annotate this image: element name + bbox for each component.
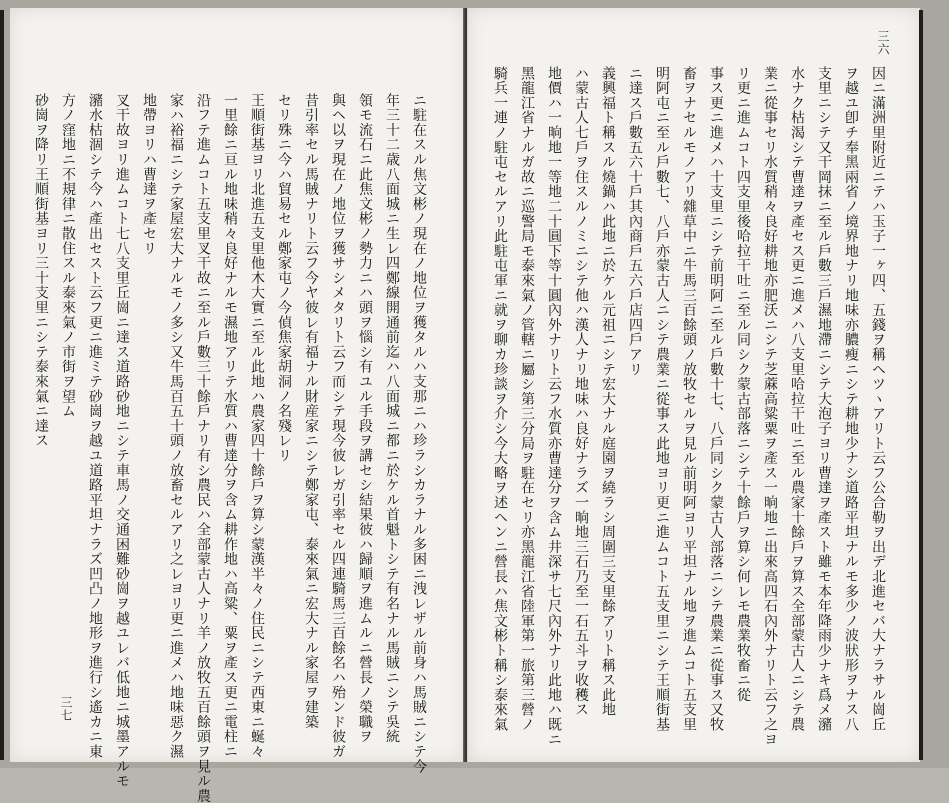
text-column: 義興福ト稱スル燒鍋ハ此地ニ於ケル元祖ニシテ宏大ナル庭園ヲ繞ラシ周圍三支里餘アリト稱ス此地 xyxy=(600,66,616,718)
text-column: 一里餘ニ亘ル地味稍々良好ナルモ濕地アリテ水質ハ曹達分ヲ含ム耕作地ハ高粱、粟ヲ產ス更ニ電柱ニ xyxy=(222,93,238,759)
scan-edge-left xyxy=(0,10,4,760)
text-column: 水ナク枯渴シテ曹達ヲ產セス更ニ進メハ八支里哈拉干吐ニ至ル農家十餘戶ヲ算ス全部蒙古人ニシテ農 xyxy=(789,66,805,732)
text-column: ヲ越ユ卽チ奉黑兩省ノ境界地ナリ地味亦膿瘦ニシテ耕地少ナシ道路平坦ナルモ多少ノ波狀形ヲナス八 xyxy=(843,66,859,732)
text-column: ハ蒙古人七戶ヲ住スルノミニシテ他ハ漢人ナリ地味ハ良好ナラズ一晌地三石乃至一石五斗ヲ收穫ス xyxy=(573,66,589,718)
text-column: 瀦水枯涸シテ今ハ產出セスト云フ更ニ進ミテ砂崗ヲ越ユ道路平坦ナラズ凹凸ノ地形ヲ進行シ遙カニ東 xyxy=(87,93,103,759)
text-column: 黑龍江省ナルガ故ニ巡警局モ泰來氣ノ管轄ニ屬シ第三分局ヲ駐在セリ亦黑龍江省陸軍第一旅第三營ノ xyxy=(519,66,535,732)
scan-edge-right xyxy=(919,10,923,760)
text-column: 因ニ滿洲里附近ニテハ玉子一ヶ四、五錢ヲ稱ヘツヽアリト云フ公合勒ヲ出デ北進セバ大ナラサル崗丘 xyxy=(870,66,886,732)
text-column: 年三十二歳八面城ニ生レ四鄭線開通前迄ハ八面城ニ都ニ於ケル首魁トシテ有名ナル馬賊ニシテ吳統 xyxy=(384,93,400,745)
text-column: 支里ニシテ又干岡抹ニ至ル戶數三戶濕地滯ニシテ大泡子ヨリ曹達ヲ產スト雖モ本年降雨少ナキ爲メ瀦 xyxy=(816,66,832,732)
left-page xyxy=(10,8,466,803)
right-page xyxy=(467,8,920,762)
text-column: 地價ハ一晌地一等地二十圓下等十圓內外ナリト云フ水質亦曹達分ヲ含ム井深サ七尺內外ナリ此地ハ既ニ xyxy=(546,66,562,747)
text-column: 明阿屯ニ至ル戶數七、八戶亦蒙古人ニシテ農業ニ從事ス此地ヨリ更ニ進ムコト五支里ニシテ王順街基 xyxy=(654,66,670,732)
text-column: 昔引率セル馬賊ナリト云フ今ヤ彼レ有福ナル財産家ニシテ鄭家屯、泰來氣ニ宏大ナル家屋ヲ建築 xyxy=(303,93,319,730)
text-column: 砂崗ヲ降リ王順街基ヨリ三十支里ニシテ泰來氣ニ達ス xyxy=(33,93,49,449)
text-column: 叉干故ヨリ進ムコト七八支里丘崗ニ達ス道路砂地ニシテ車馬ノ交通困難砂崗ヲ越ユレバ低地ニ城墨アルモ xyxy=(114,93,130,789)
text-column: リ更ニ進ムコト四支里後哈拉干吐ニ至ル同シク蒙古部落ニシテ十餘戶ヲ算シ何レモ農業牧畜ニ從 xyxy=(735,66,751,703)
text-column: 與ヘ以ヲ現在ノ地位ヲ獲サシメタリト云フ而シテ現今彼レガ引率セル四連騎馬三百餘名ハ殆ンド彼ガ xyxy=(330,93,346,759)
text-column: 畜ヲナセルモノアリ雜草中ニ牛馬三百餘頭ノ放牧セルヲ見ル前明阿ヨリ平坦ナル地ヲ進ムコト五支里 xyxy=(681,66,697,732)
text-column: ニ達ス戶數五六十戶其內商戶五六戶店四戶アリ xyxy=(627,66,643,377)
text-column: 業ニ從事セリ水質稍々良好耕地亦肥沃ニシテ芝蔴高粱粟ヲ產ス一晌地ニ出來高四石內外ナリト云フ之ヨ xyxy=(762,66,778,747)
text-column: 地帶ヨリハ曹達ヲ產セリ xyxy=(141,93,157,256)
right-page-text xyxy=(492,66,888,747)
text-column: 方ノ窪地ニ不規律ニ散住スル泰來氣ノ市街ヲ望ム xyxy=(60,93,76,419)
text-column: 王順街基ヨリ北進五支里他木大實ニ至ル此地ハ農家四十餘戶ヲ算シ蒙漢半々ノ住民ニシテ西東ニ蜒々 xyxy=(249,93,265,759)
text-column: 領モ流石ニ此焦文彬ノ勢力ニハ頭ヲ惱シ有ユル手段ヲ講セシ結果彼ハ歸順ヲ進ムルニ營長ノ榮職ヲ xyxy=(357,93,373,745)
page-number-left: 三七 xyxy=(59,696,73,722)
text-column: セリ殊ニ今ハ貿易セル鄭家屯ノ今偵焦家胡洞ノ名殘レリ xyxy=(276,93,292,463)
page-number-right: 三六 xyxy=(876,30,890,56)
text-column: 事ス更ニ進メハ十支里ニシテ前明阿ニ至ル戶數十七、八戶同シク蒙古人部落ニシテ農業ニ從事ス又牧 xyxy=(708,66,724,732)
text-column: 沿フテ進ムコト五支里叉干故ニ至ル戶數三十餘戶ナリ有シ農民ハ全部蒙古人ナリ羊ノ放牧五百餘頭ヲ見ル農 xyxy=(195,93,211,803)
text-column: 騎兵一連ノ駐屯セルアリ此駐屯軍ニ就ヲ聊カ珍談ヲ介シ今大略ヲ述ヘンニ營長ハ焦文彬ト稱シ泰來氣 xyxy=(492,66,508,732)
text-column: 家ハ裕福ニシテ家屋宏大ナルモノ多シ又牛馬百五十頭ノ放畜セルアリ之レヨリ更ニ進メハ地味惡ク濕 xyxy=(168,93,184,759)
text-column: ニ駐在スル焦文彬ノ現在ノ地位ヲ獲タルハ支那ニハ珍ラシカラナル多困ニ洩レザル前身ハ馬賊ニシテ今 xyxy=(411,93,427,774)
